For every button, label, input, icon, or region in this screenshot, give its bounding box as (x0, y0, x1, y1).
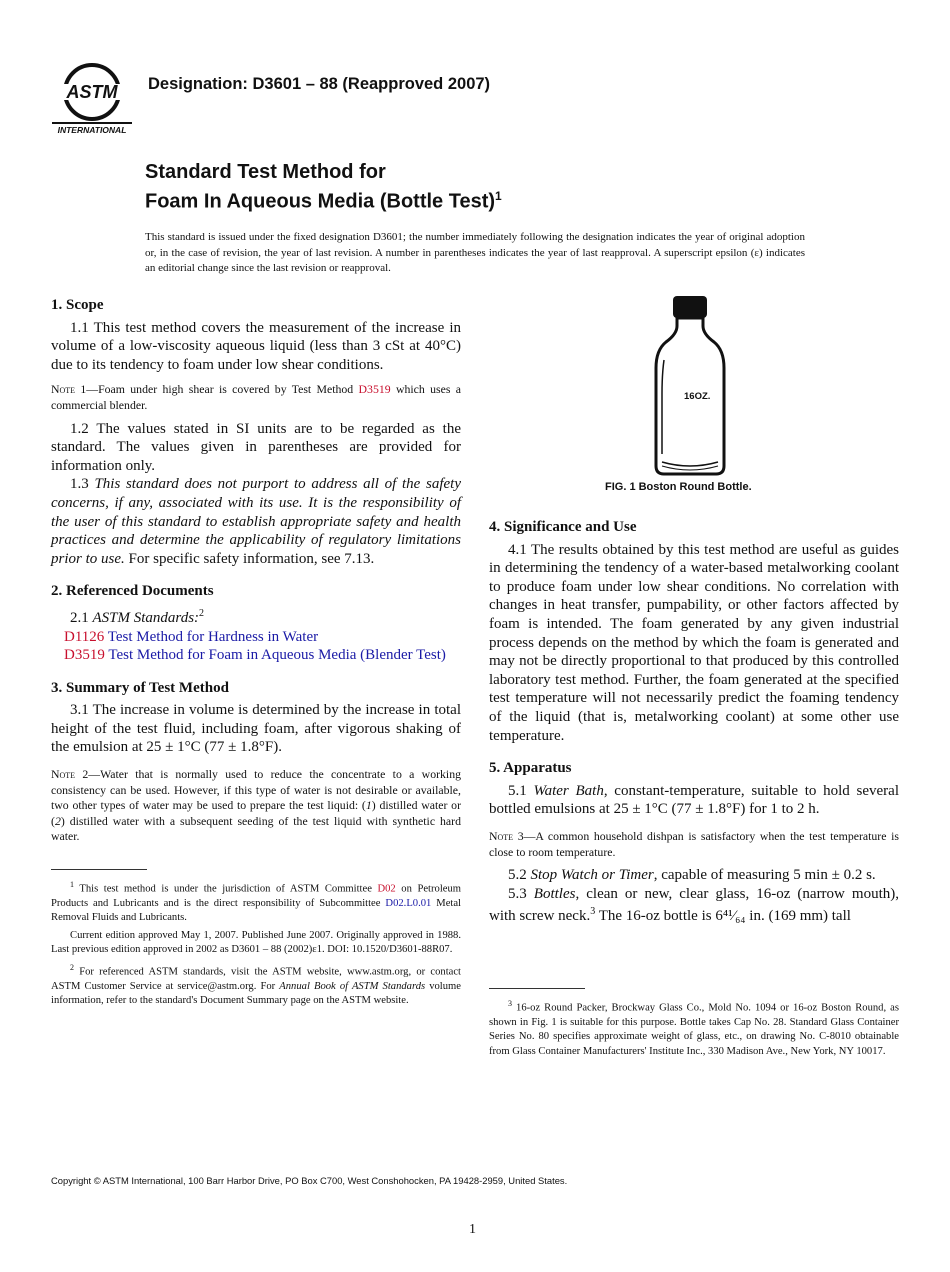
refdocs-2-1: 2.1 ASTM Standards:$^2$ (70, 607, 205, 626)
right-footnotes (489, 988, 899, 1059)
d02-l0-01-link[interactable]: D02.L0.01 (385, 897, 432, 909)
intro-paragraph: This standard is issued under the fixed designation D3601; the number immediately following the designation indicates the year of original adoption or, in the case of revision, the year of last revision. A number in parentheses indicates the year of last reapproval. A superscript epsilon (ε) indicates an editorial change since the last revision or reapproval. (145, 231, 805, 274)
summary-3-1: 3.1 The increase in volume is determined by the increase in total height of the test fluid, including foam, after vigorous shaking of the emulsion at 25 ± 1°C (77 ± 1.8°F). (51, 702, 461, 756)
ref-d1126[interactable]: D1126 Test Method for Hardness in Water (64, 628, 319, 645)
footnote-2: $^2$ For referenced ASTM standards, visit the ASTM website, www.astm.org, or contact ASTM Customer Service at service@astm.org. For Annual Book of ASTM Standards volume information, refer to the standard's Document Summary page on the ASTM website. (51, 962, 461, 1006)
summary-heading: 3. Summary of Test Method (51, 679, 229, 696)
title-line-1: Standard Test Method for (145, 161, 386, 183)
logo-text: ASTM (66, 82, 118, 102)
boston-round-bottle-figure (640, 294, 740, 479)
copyright: Copyright © ASTM International, 100 Barr Harbor Drive, PO Box C700, West Conshohocken, PA 19428-2959, United States. (51, 1175, 568, 1186)
bottle-label: 16OZ. (684, 391, 711, 402)
significance-4-1: 4.1 The results obtained by this test method are useful as guides in determining the tendency of a water-based metalworking coolant to produce foam under low shear conditions. No correlation with changes in heat transfer, pumpability, or other factors affected by foam is intended. The foam generated by any given industrial process depends on the method by which the foam is generated and may not be directly proportional to that produced by this controlled laboratory test method. Further, the foam generated at the specified test temperature will not necessarily predict the foaming tendency of the liquid (that is, metalworking coolant) at some other use temperature. (489, 541, 899, 744)
footnote-1-edition: Current edition approved May 1, 2007. Published June 2007. Originally approved in 1988. Last previous edition approved in 2002 as D3601 – 88 (2002)ε1. DOI: 10.1520/D3601-88R07. (51, 929, 461, 956)
footnote-rule (51, 869, 147, 870)
note-1: Note 1—Foam under high shear is covered by Test Method D3519 which uses a commercial blender. (51, 382, 461, 412)
significance-heading: 4. Significance and Use (489, 519, 637, 535)
scope-1-3: 1.3 This standard does not purport to address all of the safety concerns, if any, associated with its use. It is the responsibility of the user of this standard to establish appropriate safety and health practices and determine the applicability of regulatory limitations prior to use. For specific safety information, see 7.13. (51, 476, 462, 567)
note-2: Note 2—Water that is normally used to reduce the concentrate to a working consistency can be used. However, if this type of water is not desirable or available, two other types of water may be used to prepare the test liquid: (1) distilled water or (2) distilled water with a subsequent seeding of the test liquid with synthetic hard water. (51, 767, 462, 844)
logo-subtext: INTERNATIONAL (57, 125, 127, 135)
scope-heading: 1. Scope (51, 297, 104, 313)
left-column (51, 296, 461, 1008)
apparatus-5-2: 5.2 Stop Watch or Timer, capable of measuring 5 min ± 0.2 s. (508, 867, 876, 884)
scope-1-2: 1.2 The values stated in SI units are to be regarded as the standard. The values given in parentheses are provided for information only. (51, 420, 461, 474)
right-column (489, 518, 899, 926)
footnote-rule-right (489, 988, 585, 989)
d02-link[interactable]: D02 (377, 883, 396, 895)
ref-d3519[interactable]: D3519 Test Method for Foam in Aqueous Media (Blender Test) (64, 647, 446, 664)
apparatus-5-3: 5.3 Bottles, clean or new, clear glass, 16-oz (narrow mouth), with screw neck.$^3$ The 16-oz bottle is 6⁴¹⁄₆₄ in. (169 mm) tall (489, 885, 900, 925)
footnote-3: $^3$ 16-oz Round Packer, Brockway Glass Co., Mold No. 1094 or 16-oz Boston Round, as shown in Fig. 1 is suitable for this purpose. Bottle takes Cap No. 28. Standard Glass Container Series No. 80 specifies approximate weight of glass, etc., on drawing No. C-8010 obtainable from Glass Container Manufacturers' Institute Inc., 330 Madison Ave., New York, NY 10017. (489, 999, 899, 1057)
apparatus-5-1: 5.1 Water Bath, constant-temperature, suitable to hold several bottled emulsions at 25 ± 1°C (77 ± 1.8°F) for 1 to 2 h. (489, 782, 900, 818)
refdocs-heading: 2. Referenced Documents (51, 583, 214, 600)
title-line-2: Foam In Aqueous Media (Bottle Test)$^1$ (145, 189, 502, 213)
note-3: Note 3—A common household dishpan is satisfactory when the test temperature is close to room temperature. (489, 828, 899, 859)
page-number: 1 (469, 1222, 476, 1237)
scope-1-1: 1.1 This test method covers the measurement of the increase in volume of a low-viscosity aqueous liquid (less than 3 cSt at 40°C) due to its tendency to foam under low shear conditions. (51, 319, 461, 373)
page-title (145, 160, 502, 214)
apparatus-heading: 5. Apparatus (489, 760, 572, 777)
figure-caption: FIG. 1 Boston Round Bottle. (605, 481, 752, 493)
d3519-link[interactable]: D3519 (358, 382, 391, 397)
designation: Designation: D3601 – 88 (Reapproved 2007) (148, 75, 491, 93)
footnote-1: $^1$ This test method is under the jurisdiction of ASTM Committee D02 on Petroleum Products and Lubricants and is the direct responsibility of Subcommittee D02.L0.01 Metal Removal Fluids and Lubricants. (51, 880, 462, 924)
astm-logo (52, 60, 136, 136)
